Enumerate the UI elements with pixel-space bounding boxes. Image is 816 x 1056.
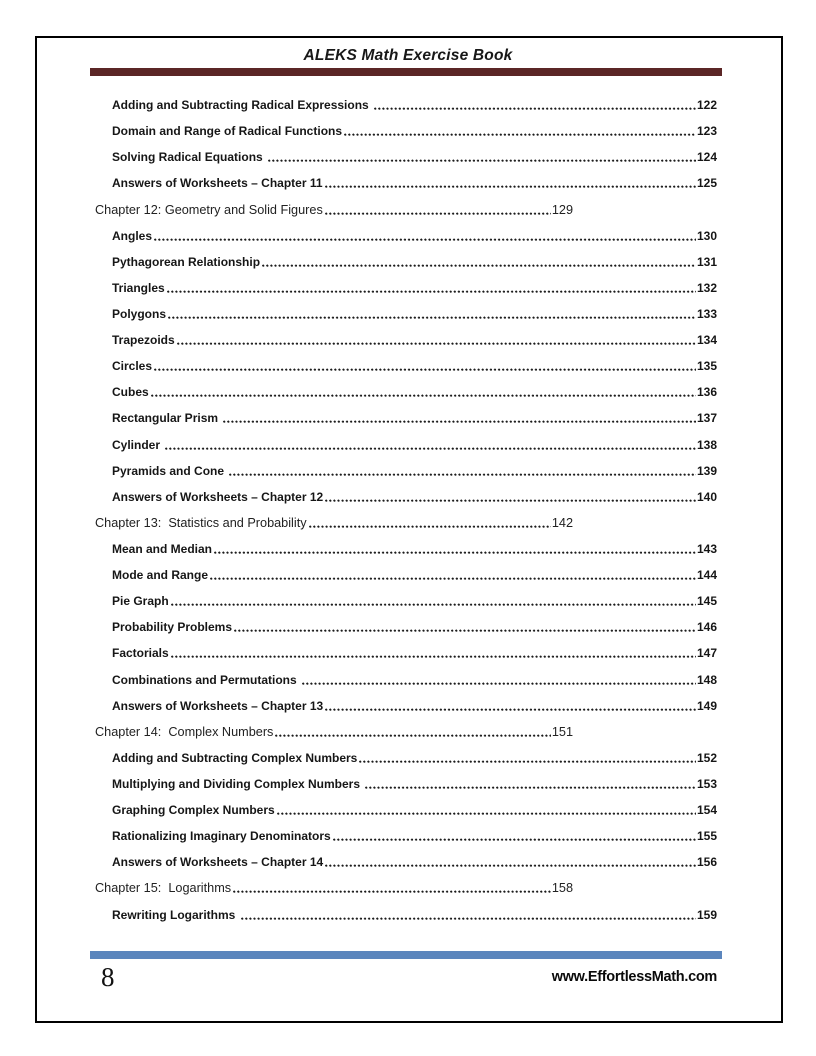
toc-row: [95, 900, 717, 926]
toc-entry-label: Answers of Worksheets – Chapter 13: [112, 698, 324, 713]
toc-row: [95, 222, 717, 248]
toc-entry-label: Chapter 14: Complex Numbers: [95, 724, 274, 739]
toc-dotted-leader: [171, 603, 696, 606]
toc-entry-page: 156: [696, 855, 717, 870]
toc-entry-label: Cylinder: [112, 437, 164, 452]
toc-entry-page: 123: [696, 124, 717, 139]
toc-entry-label: Rationalizing Imaginary Denominators: [112, 829, 331, 844]
toc-dotted-leader: [268, 159, 696, 162]
footer-accent-bar: [90, 951, 722, 959]
page-header-title: ALEKS Math Exercise Book: [303, 47, 513, 64]
toc-entry-page: 152: [696, 750, 717, 765]
toc-entry-label: Multiplying and Dividing Complex Numbers: [112, 776, 364, 791]
toc-entry-label: Combinations and Permutations: [112, 672, 301, 687]
toc-dotted-leader: [275, 734, 550, 737]
toc-entry-label: Adding and Subtracting Radical Expressions: [112, 98, 373, 113]
toc-entry-page: 145: [696, 594, 717, 609]
toc-entry-label: Rewriting Logarithms: [112, 907, 239, 922]
toc-entry-page: 137: [696, 411, 717, 426]
toc-entry-page: 124: [696, 150, 717, 165]
toc-dotted-leader: [223, 420, 696, 423]
toc-entry-label: Mean and Median: [112, 541, 213, 556]
toc-row: [95, 430, 717, 456]
toc-entry-page: 146: [696, 620, 717, 635]
footer-website: www.EffortlessMath.com: [551, 969, 717, 985]
toc-dotted-leader: [154, 368, 696, 371]
toc-dotted-leader: [241, 917, 696, 920]
toc-entry-label: Triangles: [112, 280, 165, 295]
toc-row: [95, 248, 717, 274]
toc-row: [95, 195, 573, 221]
toc: [95, 91, 717, 927]
toc-entry-label: Circles: [112, 359, 153, 374]
toc-dotted-leader: [359, 760, 696, 763]
toc-entry-label: Chapter 12: Geometry and Solid Figures: [95, 202, 323, 217]
toc-row: [95, 509, 573, 535]
toc-dotted-leader: [365, 786, 696, 789]
toc-row: [95, 561, 717, 587]
toc-entry-page: 136: [696, 385, 717, 400]
toc-entry-page: 154: [696, 803, 717, 818]
toc-entry-label: Adding and Subtracting Complex Numbers: [112, 750, 358, 765]
toc-entry-label: Answers of Worksheets – Chapter 12: [112, 489, 324, 504]
toc-row: [95, 169, 717, 195]
toc-entry-label: Pyramids and Cone: [112, 463, 228, 478]
toc-entry-page: 158: [551, 881, 573, 896]
toc-dotted-leader: [325, 708, 696, 711]
toc-entry-label: Graphing Complex Numbers: [112, 803, 275, 818]
toc-entry-label: Polygons: [112, 306, 167, 321]
toc-row: [95, 535, 717, 561]
toc-entry-page: 122: [696, 98, 717, 113]
toc-dotted-leader: [177, 342, 696, 345]
toc-entry-label: Answers of Worksheets – Chapter 11: [112, 176, 323, 191]
toc-row: [95, 274, 717, 300]
toc-row: [95, 117, 717, 143]
footer-page-number: 8: [101, 962, 115, 992]
toc-row: [95, 796, 717, 822]
toc-dotted-leader: [168, 316, 696, 319]
toc-dotted-leader: [214, 551, 696, 554]
toc-row: [95, 91, 717, 117]
toc-row: [95, 744, 717, 770]
toc-row: [95, 770, 717, 796]
toc-entry-page: 151: [551, 724, 573, 739]
toc-dotted-leader: [233, 890, 551, 893]
toc-entry-page: 159: [696, 907, 717, 922]
toc-dotted-leader: [325, 499, 696, 502]
toc-dotted-leader: [277, 812, 696, 815]
toc-dotted-leader: [309, 525, 551, 528]
toc-dotted-leader: [333, 838, 696, 841]
toc-entry-label: Trapezoids: [112, 333, 175, 348]
toc-entry-label: Answers of Worksheets – Chapter 14: [112, 855, 324, 870]
toc-row: [95, 718, 573, 744]
toc-dotted-leader: [165, 447, 696, 450]
toc-dotted-leader: [171, 655, 696, 658]
toc-row: [95, 692, 717, 718]
toc-dotted-leader: [154, 238, 696, 241]
toc-dotted-leader: [151, 394, 696, 397]
toc-dotted-leader: [167, 290, 696, 293]
toc-row: [95, 352, 717, 378]
toc-entry-page: 130: [696, 228, 717, 243]
toc-dotted-leader: [210, 577, 696, 580]
toc-entry-page: 133: [696, 306, 717, 321]
toc-row: [95, 613, 717, 639]
toc-dotted-leader: [325, 864, 696, 867]
toc-entry-page: 143: [696, 541, 717, 556]
toc-entry-label: Solving Radical Equations: [112, 150, 267, 165]
toc-entry-page: 135: [696, 359, 717, 374]
toc-row: [95, 326, 717, 352]
toc-dotted-leader: [325, 185, 696, 188]
toc-entry-page: 155: [696, 829, 717, 844]
toc-entry-label: Probability Problems: [112, 620, 233, 635]
toc-dotted-leader: [344, 133, 696, 136]
toc-row: [95, 404, 717, 430]
toc-entry-page: 138: [696, 437, 717, 452]
toc-entry-page: 129: [551, 202, 573, 217]
toc-entry-page: 131: [696, 254, 717, 269]
toc-entry-page: 147: [696, 646, 717, 661]
toc-row: [95, 483, 717, 509]
toc-entry-page: 148: [696, 672, 717, 687]
toc-row: [95, 822, 717, 848]
toc-dotted-leader: [302, 682, 696, 685]
toc-entry-label: Pie Graph: [112, 594, 169, 609]
toc-entry-label: Pythagorean Relationship: [112, 254, 261, 269]
toc-row: [95, 665, 717, 691]
toc-entry-page: 125: [696, 176, 717, 191]
header-accent-bar: [90, 68, 722, 76]
toc-dotted-leader: [229, 473, 696, 476]
toc-dotted-leader: [234, 629, 696, 632]
toc-entry-page: 153: [696, 776, 717, 791]
toc-row: [95, 874, 573, 900]
toc-row: [95, 639, 717, 665]
toc-entry-page: 142: [551, 515, 573, 530]
toc-row: [95, 587, 717, 613]
toc-row: [95, 143, 717, 169]
toc-entry-label: Mode and Range: [112, 568, 209, 583]
toc-entry-page: 149: [696, 698, 717, 713]
toc-dotted-leader: [262, 264, 696, 267]
toc-entry-label: Rectangular Prism: [112, 411, 222, 426]
toc-row: [95, 848, 717, 874]
toc-entry-label: Chapter 13: Statistics and Probability: [95, 515, 307, 530]
toc-dotted-leader: [325, 212, 551, 215]
toc-row: [95, 378, 717, 404]
toc-row: [95, 457, 717, 483]
toc-entry-label: Factorials: [112, 646, 169, 661]
toc-entry-page: 140: [696, 489, 717, 504]
toc-entry-page: 139: [696, 463, 717, 478]
toc-entry-label: Angles: [112, 228, 153, 243]
toc-entry-page: 134: [696, 333, 717, 348]
toc-entry-label: Cubes: [112, 385, 149, 400]
toc-dotted-leader: [374, 107, 696, 110]
toc-entry-page: 144: [696, 568, 717, 583]
toc-entry-page: 132: [696, 280, 717, 295]
toc-entry-label: Domain and Range of Radical Functions: [112, 124, 343, 139]
toc-row: [95, 300, 717, 326]
toc-entry-label: Chapter 15: Logarithms: [95, 881, 232, 896]
